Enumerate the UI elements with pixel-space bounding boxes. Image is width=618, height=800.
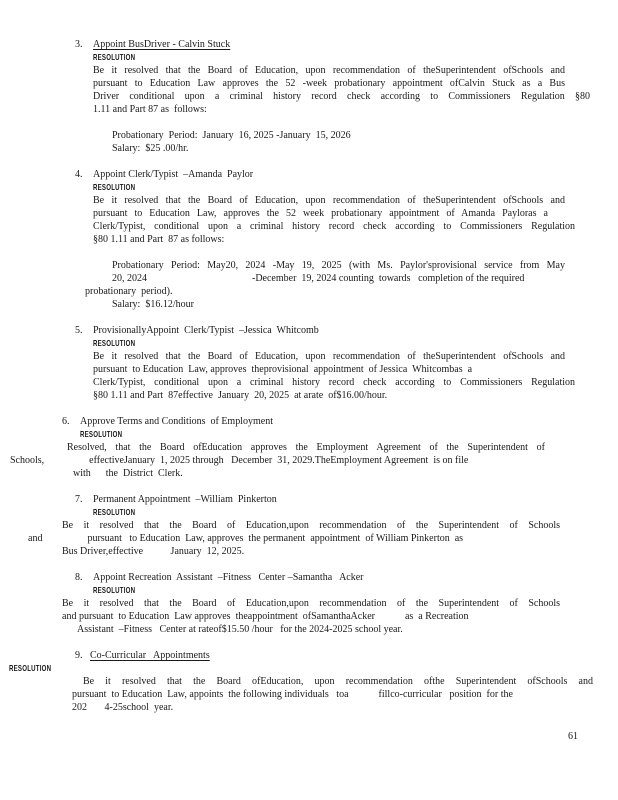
text-line: Be it resolved that the Board of Education, upon recommendation of theSuperintendent ofSchools and bbox=[93, 65, 565, 76]
text-line: pursuant to Education Law approves the 52 -week probationary appointment ofCalvin Stuck as a Bus bbox=[93, 78, 565, 89]
resolution-label-text: RESOLUTION bbox=[93, 585, 136, 595]
resolution-label-text: RESOLUTION bbox=[9, 663, 52, 673]
resolution-label bbox=[80, 428, 139, 441]
text-line: pursuant to Education Law, appoints the following individuals toa fillco-curricular position for the bbox=[72, 689, 513, 700]
item-number: 5. bbox=[75, 325, 83, 336]
text-line: Probationary Period: May20, 2024 -May 19, 2025 (with Ms. Paylor'sprovisional service from May bbox=[112, 260, 565, 271]
item-heading bbox=[75, 38, 230, 51]
item-number: 4. bbox=[75, 169, 83, 180]
item-title: ProvisionallyAppoint Clerk/Typist –Jessica Whitcomb bbox=[93, 325, 319, 336]
text-line: 1.11 and Part 87 as follows: bbox=[93, 104, 207, 115]
item-heading bbox=[75, 571, 364, 584]
text-line: Be it resolved that the Board of Education,upon recommendation of the Superintendent of Schools bbox=[62, 520, 560, 531]
text-line: Bus Driver,effective January 12, 2025. bbox=[62, 546, 245, 557]
item-title: Permanent Appointment –William Pinkerton bbox=[93, 494, 277, 505]
item-number: 7. bbox=[75, 494, 83, 505]
item-title: Approve Terms and Conditions of Employment bbox=[80, 416, 273, 427]
resolution-label-text: RESOLUTION bbox=[93, 52, 136, 62]
text-line: Driver conditional upon a criminal history record check according to Commissioners Regulation §80 bbox=[93, 91, 590, 102]
text-line: pursuant to Education Law, approves theprovisional appointment of Jessica Whitcombas a bbox=[93, 364, 473, 375]
resolution-label-text: RESOLUTION bbox=[93, 507, 136, 517]
resolution-label bbox=[93, 584, 152, 597]
item-heading bbox=[75, 168, 253, 181]
text-line: Probationary Period: January 16, 2025 -January 15, 2026 bbox=[112, 130, 351, 141]
text-line: Assistant –Fitness Center at rateof$15.50 /hour for the 2024-2025 school year. bbox=[77, 624, 403, 635]
text-line: §80 1.11 and Part 87effective January 20, 2025 at arate of$16.00/hour. bbox=[93, 390, 388, 401]
text-line: and pursuant to Education Law, approves the permanent appointment of William Pinkerton as bbox=[28, 533, 464, 544]
text-line: Be it resolved that the Board of Education, upon recommendation of theSuperintendent ofSchools and bbox=[93, 351, 565, 362]
item-title: Appoint BusDriver - Calvin Stuck bbox=[93, 39, 231, 50]
resolution-label bbox=[93, 51, 152, 64]
text-line: Be it resolved that the Board of Education,upon recommendation of the Superintendent of Schools bbox=[62, 598, 560, 609]
resolution-label bbox=[9, 662, 68, 675]
text-line: and pursuant to Education Law approves theappointment ofSamanthaAcker as a Recreation bbox=[62, 611, 469, 622]
item-number: 9. bbox=[75, 650, 83, 661]
text-line: Salary: $25 .00/hr. bbox=[112, 143, 189, 154]
item-number: 3. bbox=[75, 39, 83, 50]
item-heading bbox=[75, 493, 277, 506]
text-line: Resolved, that the Board ofEducation approves the Employment Agreement of the Superintendent of bbox=[67, 442, 545, 453]
item-number: 8. bbox=[75, 572, 83, 583]
resolution-label-text: RESOLUTION bbox=[93, 182, 136, 192]
item-heading bbox=[75, 324, 319, 337]
text-line: probationary period). bbox=[85, 286, 173, 297]
page-number: 61 bbox=[568, 731, 578, 742]
text-line: Salary: $16.12/hour bbox=[112, 299, 194, 310]
item-heading bbox=[75, 649, 210, 662]
resolution-label bbox=[93, 506, 152, 519]
text-line: Be it resolved that the Board of Education, upon recommendation of theSuperintendent ofSchools and bbox=[93, 195, 565, 206]
item-title: Appoint Recreation Assistant –Fitness Center –Samantha Acker bbox=[93, 572, 364, 583]
resolution-label-text: RESOLUTION bbox=[93, 338, 136, 348]
item-number: 6. bbox=[62, 416, 70, 427]
text-line: 20, 2024 -December 19, 2024 counting towards completion of the required bbox=[112, 273, 525, 284]
text-line: Clerk/Typist, conditional upon a criminal history record check according to Commissioners Regulation bbox=[93, 221, 575, 232]
text-line: with the District Clerk. bbox=[73, 468, 183, 479]
text-line: pursuant to Education Law, approves the 52 week probationary appointment of Amanda Payloras a bbox=[93, 208, 548, 219]
text-line: Schools, effectiveJanuary 1, 2025 through December 31, 2029.TheEmployment Agreement is on file bbox=[10, 455, 469, 466]
text-line: Clerk/Typist, conditional upon a criminal history record check according to Commissioners Regulation bbox=[93, 377, 575, 388]
resolution-label bbox=[93, 337, 152, 350]
text-line: Be it resolved that the Board ofEducation, upon recommendation ofthe Superintendent ofSchools and bbox=[83, 676, 593, 687]
resolution-label bbox=[93, 181, 152, 194]
resolution-label-text: RESOLUTION bbox=[80, 429, 123, 439]
item-heading bbox=[62, 415, 273, 428]
item-title: Co-Curricular Appointments bbox=[90, 650, 210, 661]
item-title: Appoint Clerk/Typist –Amanda Paylor bbox=[93, 169, 254, 180]
text-line: §80 1.11 and Part 87 as follows: bbox=[93, 234, 225, 245]
text-line: 202 4-25school year. bbox=[72, 702, 174, 713]
